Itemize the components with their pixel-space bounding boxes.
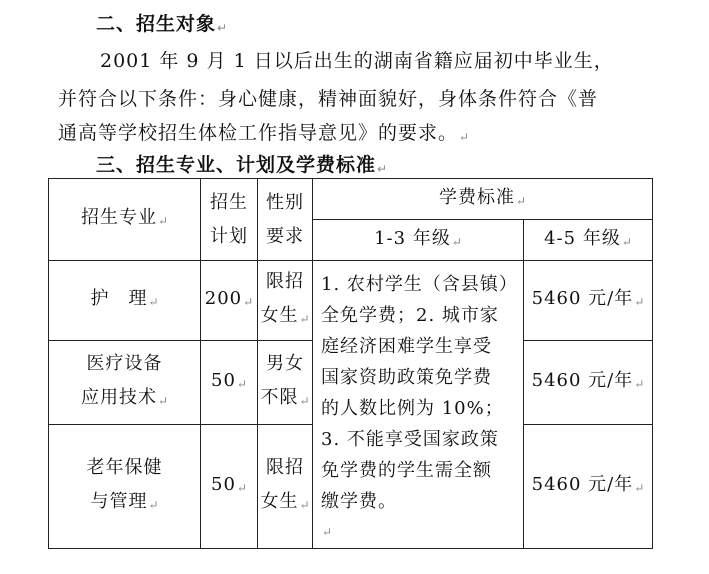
cell-major: 护 理↵ xyxy=(49,261,201,341)
tuition-table xyxy=(48,178,653,549)
cell-major: 医疗设备 应用技术↵ xyxy=(49,341,201,425)
table-header-row xyxy=(49,179,653,220)
cell-major: 老年保健 与管理↵ xyxy=(49,425,201,549)
header-gender: 性别 要求 xyxy=(258,179,313,261)
header-grade-4-5: 4-5 年级↵ xyxy=(524,220,653,261)
header-fee: 学费标准↵ xyxy=(313,179,653,220)
table-row xyxy=(49,261,653,341)
cell-plan: 200↵ xyxy=(201,261,258,341)
section-heading-2: 二、招生对象↵ xyxy=(96,13,228,35)
header-major: 招生专业↵ xyxy=(49,179,201,261)
cell-fee-4-5: 5460 元/年↵ xyxy=(524,425,653,549)
cell-fee-desc: 1. 农村学生（含县镇） 全免学费；2. 城市家 庭经济困难学生享受 国家资助政策免学费 的人数比例为 10%； 3. 不能享受国家政策 免学费的学生需全额 缴学费。 ↵ xyxy=(313,261,524,549)
cell-fee-4-5: 5460 元/年↵ xyxy=(524,261,653,341)
header-grade-1-3: 1-3 年级↵ xyxy=(313,220,524,261)
cell-fee-4-5: 5460 元/年↵ xyxy=(524,341,653,425)
paragraph-line: 通高等学校招生体检工作指导意见》的要求。↵ xyxy=(58,122,470,144)
paragraph-line: 2001 年 9 月 1 日以后出生的湖南省籍应届初中毕业生， xyxy=(100,50,614,72)
cell-plan: 50↵ xyxy=(201,425,258,549)
section-heading-3: 三、招生专业、计划及学费标准↵ xyxy=(96,154,388,176)
paragraph-line: 并符合以下条件：身心健康，精神面貌好，身体条件符合《普 xyxy=(58,88,599,110)
paragraph-mark-icon: ↵ xyxy=(459,130,470,144)
header-plan: 招生 计划 xyxy=(201,179,258,261)
paragraph-mark-icon: ↵ xyxy=(377,162,388,176)
cell-plan: 50↵ xyxy=(201,341,258,425)
paragraph-mark-icon: ↵ xyxy=(217,21,228,35)
cell-gender: 限招 女生↵ xyxy=(258,261,313,341)
cell-gender: 男女 不限↵ xyxy=(258,341,313,425)
cell-gender: 限招 女生↵ xyxy=(258,425,313,549)
